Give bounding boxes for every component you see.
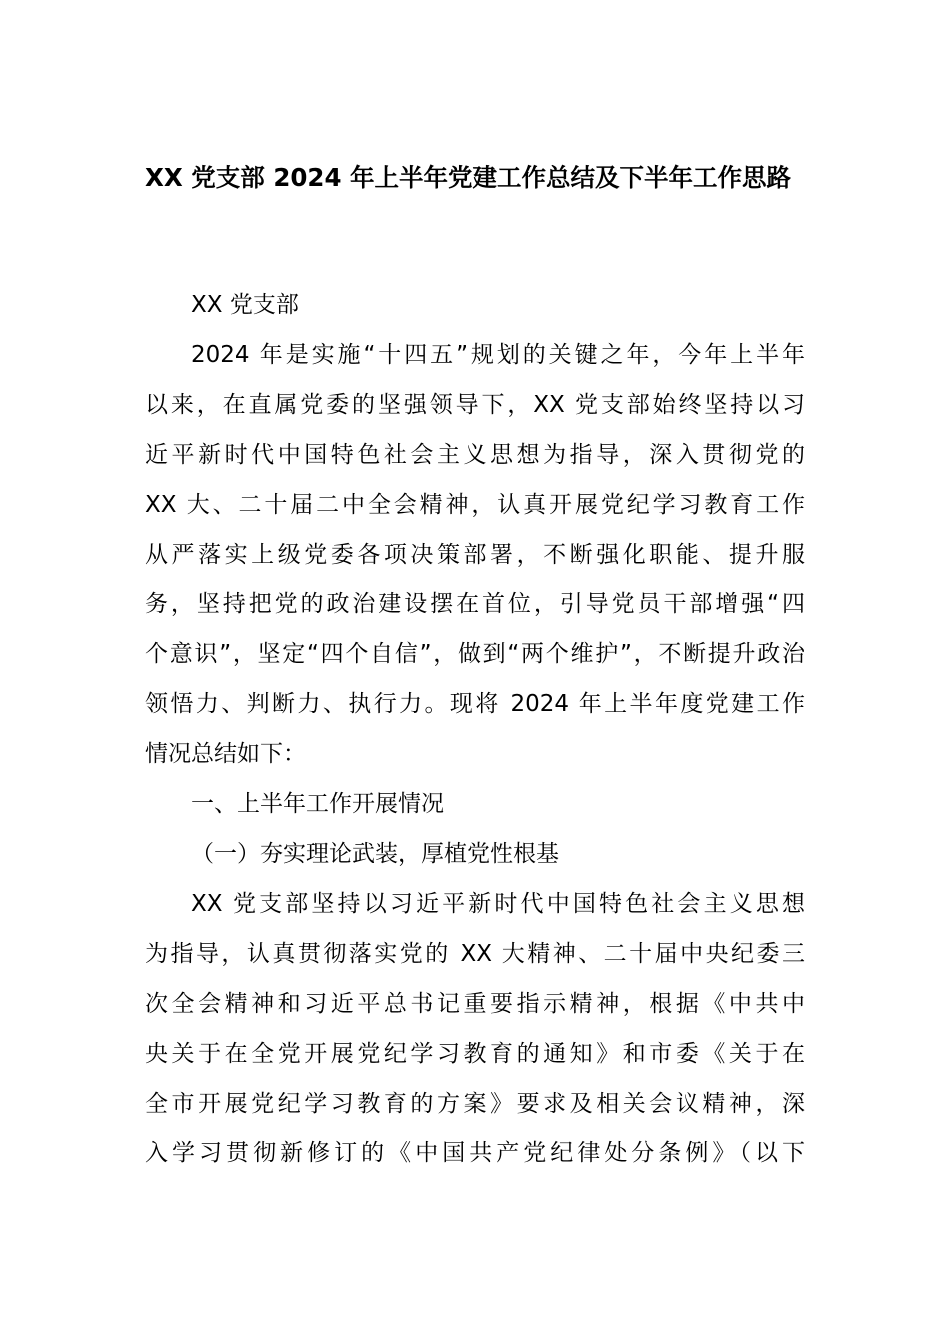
subsection-heading: （一）夯实理论武装，厚植党性根基 [191,840,559,867]
intro-line: 个意识”，坚定“四个自信”，做到“两个维护”，不断提升政治 [145,641,805,668]
intro-line: XX 大、二十届二中全会精神，认真开展党纪学习教育工作 [145,491,805,518]
document-body [145,281,805,1179]
intro-line: 从严落实上级党委各项决策部署，不断强化职能、提升服 [145,541,805,568]
author-line: XX 党支部 [191,292,299,318]
subsection-line: 全市开展党纪学习教育的方案》要求及相关会议精神，深 [145,1090,805,1117]
subsection-line: XX 党支部坚持以习近平新时代中国特色社会主义思想 [191,890,805,917]
intro-line: 以来，在直属党委的坚强领导下，XX 党支部始终坚持以习 [145,391,805,418]
document-title: XX 党支部 2024 年上半年党建工作总结及下半年工作思路 [145,163,792,192]
section-heading: 一、上半年工作开展情况 [191,791,444,818]
intro-line: 2024 年是实施“十四五”规划的关键之年，今年上半年 [191,341,805,368]
subsection-line: 次全会精神和习近平总书记重要指示精神，根据《中共中 [145,990,805,1017]
intro-line: 领悟力、判断力、执行力。现将 2024 年上半年度党建工作 [145,691,805,718]
intro-line: 近平新时代中国特色社会主义思想为指导，深入贯彻党的 [145,441,805,468]
intro-line: 务，坚持把党的政治建设摆在首位，引导党员干部增强“四 [145,591,805,618]
subsection-line: 为指导，认真贯彻落实党的 XX 大精神、二十届中央纪委三 [145,940,805,967]
intro-line: 情况总结如下： [145,741,306,768]
subsection-line: 央关于在全党开展党纪学习教育的通知》和市委《关于在 [145,1040,805,1067]
subsection-line: 入学习贯彻新修订的《中国共产党纪律处分条例》（以下 [145,1140,805,1167]
